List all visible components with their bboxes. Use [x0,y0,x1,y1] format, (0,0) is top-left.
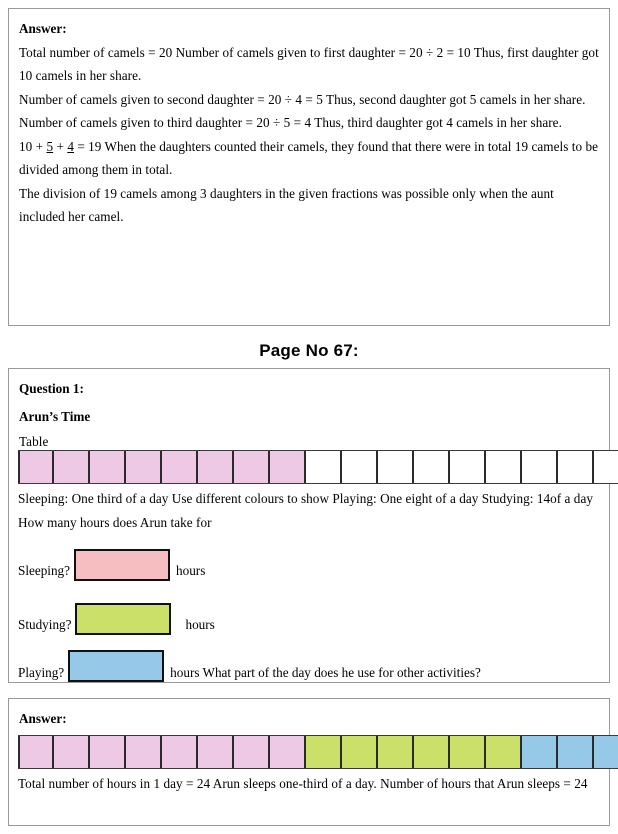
answer-sum-line [19,135,599,182]
strip-cell[interactable] [90,451,126,483]
question-label: Question 1: [19,381,84,396]
strip-cell[interactable] [198,736,234,768]
legend-swatch-playing[interactable] [68,650,164,682]
answer-closing-paragraph: The division of 19 camels among 3 daughters in the given fractions was possible only when the aunt included her camel. [19,185,554,224]
legend-row-playing [18,657,481,689]
strip-cell[interactable] [234,451,270,483]
strip-cell[interactable] [558,736,594,768]
strip-cell[interactable] [486,736,522,768]
legend-row-sleeping [18,555,205,587]
sum-suffix: = 19 When the daughters counted their camels, they found that there were in total 19 camels to be divided among them in total. [19,138,599,177]
strip-cell[interactable] [270,451,306,483]
answer-2-paragraph: Total number of hours in 1 day = 24 Arun sleeps one-third of a day. Number of hours that Arun sleeps = 24 [18,776,588,791]
legend-swatch-studying[interactable] [75,603,171,635]
strip-cell[interactable] [450,451,486,483]
strip-cell[interactable] [54,451,90,483]
answer-paragraph-2: Number of camels given to second daughter = 20 ÷ 4 = 5 Thus, second daughter got 5 camels in her share. [19,91,586,107]
strip-cell[interactable] [342,451,378,483]
page-number-heading: Page No 67: [259,341,359,360]
strip-cell[interactable] [306,451,342,483]
strip-cell[interactable] [162,736,198,768]
strip-cell[interactable] [162,451,198,483]
legend-row-studying [18,609,215,641]
strip-cell[interactable] [450,736,486,768]
strip-cell[interactable] [198,451,234,483]
legend-label-sleeping: Sleeping? [18,563,71,578]
answer-heading-1: Answer: [19,21,67,36]
strip-cell[interactable] [486,451,522,483]
strip-cell[interactable] [270,736,306,768]
strip-cell[interactable] [378,451,414,483]
answer-heading-2: Answer: [19,711,67,726]
strip-cell[interactable] [594,451,618,483]
strip-cell[interactable] [90,736,126,768]
sum-underlined-5: 5 [46,138,54,154]
question-title: Arun’s Time [19,408,91,424]
strip-cell[interactable] [342,736,378,768]
strip-cell[interactable] [414,736,450,768]
legend-tail-playing: hours What part of the day does he use for other activities? [170,665,481,680]
question-table-label: Table [19,434,49,449]
question-description [18,487,602,534]
answer-paragraph-3: Number of camels given to third daughter = 20 ÷ 5 = 4 Thus, third daughter got 4 camels in her share. [19,115,562,130]
strip-cell[interactable] [414,451,450,483]
legend-tail-studying: hours [185,617,215,632]
sum-middle: + [53,138,68,154]
strip-cell[interactable] [54,736,90,768]
question-time-strip [18,450,618,484]
answer-2-text-wrap [18,772,602,796]
strip-cell[interactable] [522,736,558,768]
strip-cell[interactable] [306,736,342,768]
legend-tail-sleeping: hours [176,563,206,578]
strip-cell[interactable] [594,736,618,768]
strip-cell[interactable] [234,736,270,768]
sum-underlined-4: 4 [67,138,74,154]
legend-swatch-sleeping[interactable] [74,549,170,581]
question-description-text: Sleeping: One third of a day Use different colours to show Playing: One eight of a day Studying: 14of a day How many hours does Arun take for [18,491,593,530]
answer-panel-1 [8,8,610,326]
strip-cell[interactable] [126,451,162,483]
answer-time-strip [18,735,618,769]
strip-cell[interactable] [522,451,558,483]
strip-cell[interactable] [126,736,162,768]
legend-label-studying: Studying? [18,617,72,632]
legend-label-playing: Playing? [18,665,65,680]
answer-paragraph-1: Total number of camels = 20 Number of camels given to first daughter = 20 ÷ 2 = 10 Thus, first daughter got 10 camels in her share. [19,44,599,83]
sum-prefix: 10 + [19,138,47,154]
strip-cell[interactable] [18,451,54,483]
strip-cell[interactable] [558,451,594,483]
strip-cell[interactable] [378,736,414,768]
strip-cell[interactable] [18,736,54,768]
